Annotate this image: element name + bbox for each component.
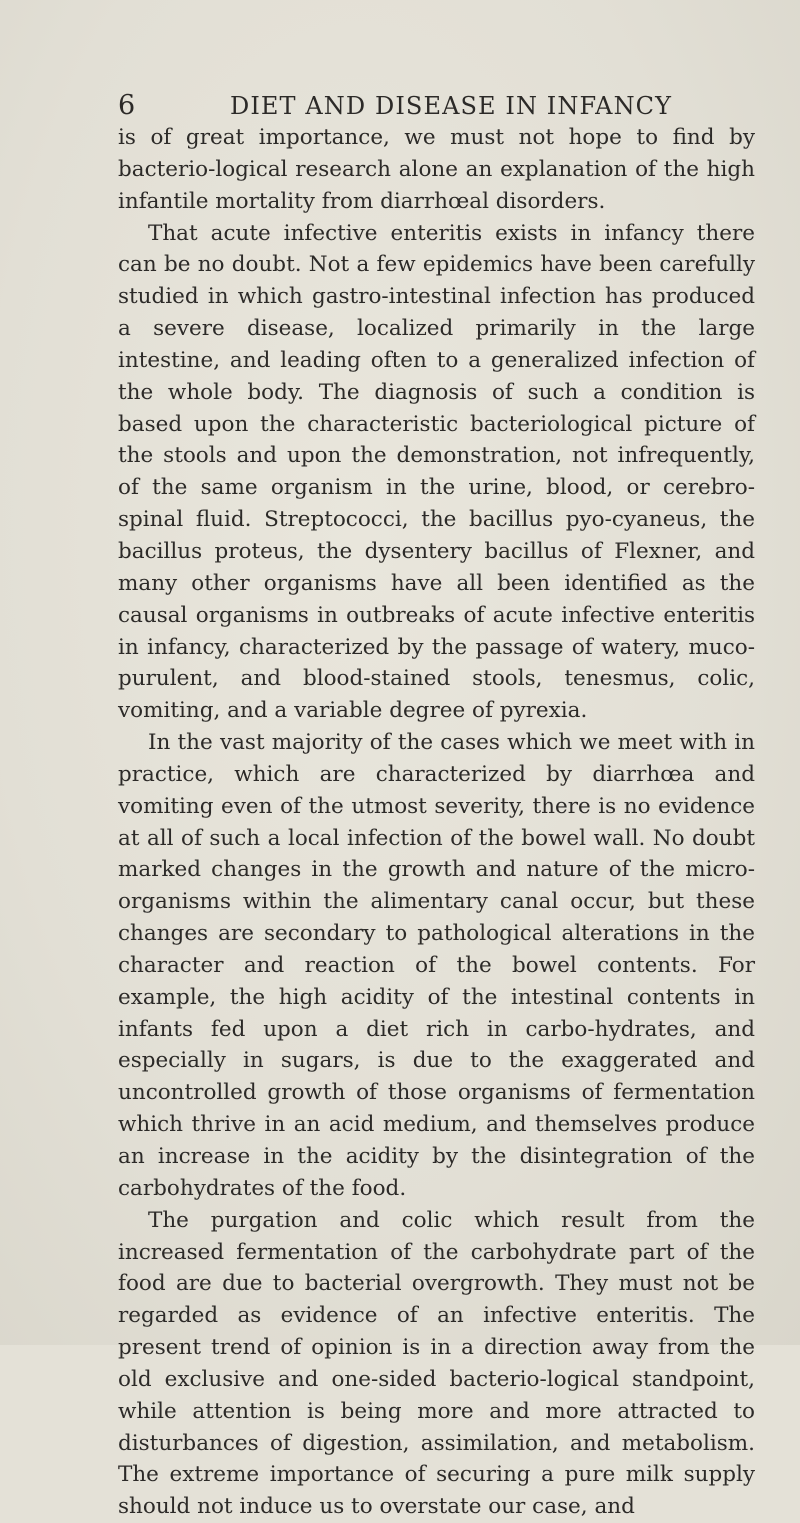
paragraph-continued: is of great importance, we must not hope to find by bacterio-logical research alone an explanation of the high infantile mortality from diarrhœal disorders. (118, 125, 755, 214)
page-number: 6 (118, 90, 136, 121)
running-title: DIET AND DISEASE IN INFANCY (230, 92, 673, 120)
running-head (118, 90, 738, 122)
paragraph-purgation-and-colic: The purgation and colic which result from the increased fermentation of the carbohydrate part of the food are due to bacterial overgrowth. They must not be regarded as evidence of an infective enteritis. The present trend of opinion is in a direction away from the old exclusive and one-sided bacterio-logical standpoint, while attention is being more and more attracted to disturbances of digestion, assimilation, and metabolism. The extreme importance of securing a pure milk supply should not induce us to overstate our case, and (118, 1207, 755, 1520)
body-text (118, 122, 755, 1523)
paragraph-majority-of-cases: In the vast majority of the cases which we meet with in practice, which are characterized by diarrhœa and vomiting even of the utmost severity, there is no evidence at all of such a local infection of the bowel wall. No doubt marked changes in the growth and nature of the micro-organisms within the alimentary canal occur, but these changes are secondary to pathological alterations in the character and reaction of the bowel contents. For example, the high acidity of the intestinal contents in infants fed upon a diet rich in carbo-hydrates, and especially in sugars, is due to the exaggerated and uncontrolled growth of those organisms of fermentation which thrive in an acid medium, and themselves produce an increase in the acidity by the disintegration of the carbohydrates of the food. (118, 730, 755, 1201)
paragraph-infective-enteritis: That acute infective enteritis exists in infancy there can be no doubt. Not a few epidemics have been carefully studied in which gastro-intestinal infection has produced a severe disease, localized primarily in the large intestine, and leading often to a generalized infection of the whole body. The diagnosis of such a condition is based upon the characteristic bacteriological picture of the stools and upon the demonstration, not infrequently, of the same organism in the urine, blood, or cerebro-spinal fluid. Streptococci, the bacillus pyo-cyaneus, the bacillus proteus, the dysentery bacillus of Flexner, and many other organisms have all been identified as the causal organisms in outbreaks of acute infective enteritis in infancy, characterized by the passage of watery, muco-purulent, and blood-stained stools, tenesmus, colic, vomiting, and a variable degree of pyrexia. (118, 220, 755, 724)
